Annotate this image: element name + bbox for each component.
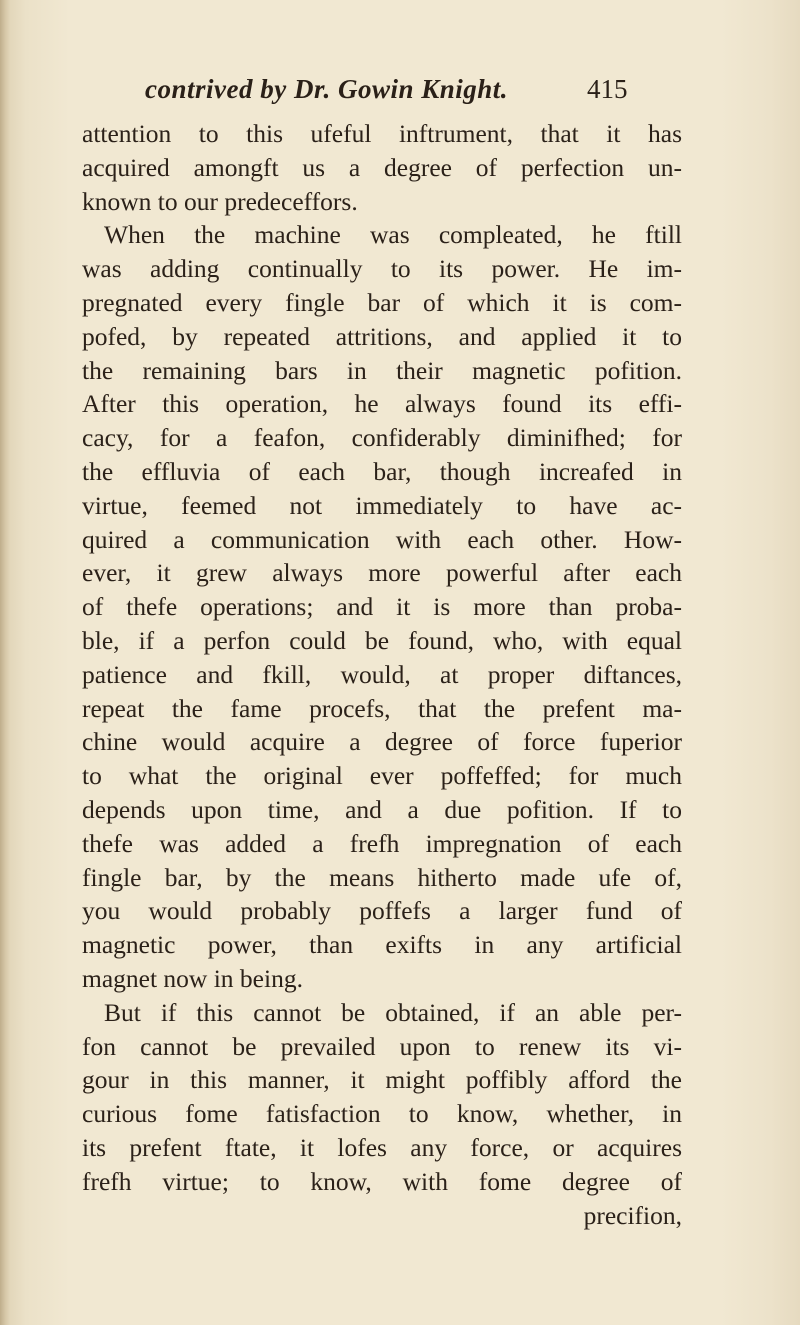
text-line: curious fome fatisfaction to know, whether, in bbox=[82, 1099, 682, 1129]
text-line: repeat the fame procefs, that the prefent ma- bbox=[82, 693, 682, 723]
page-edge-shadow bbox=[0, 0, 10, 1325]
text-line: depends upon time, and a due pofition. If to bbox=[82, 794, 682, 824]
text-line: magnetic power, than exifts in any artificial bbox=[82, 930, 682, 960]
text-line: known to our predeceffors. bbox=[82, 186, 358, 216]
text-line: ever, it grew always more powerful after each bbox=[82, 558, 682, 588]
text-line: ble, if a perfon could be found, who, with equal bbox=[82, 625, 682, 655]
text-line: its prefent ftate, it lofes any force, or acquires bbox=[82, 1132, 682, 1162]
page-number: 415 bbox=[587, 74, 628, 104]
text-line: the remaining bars in their magnetic pofition. bbox=[82, 355, 682, 385]
text-line: frefh virtue; to know, with fome degree of bbox=[82, 1166, 682, 1196]
text-line: gour in this manner, it might poffibly afford the bbox=[82, 1065, 682, 1095]
text-line: magnet now in being. bbox=[82, 963, 303, 993]
body-text bbox=[82, 117, 682, 1232]
text-line: precifion, bbox=[583, 1200, 682, 1230]
running-head: contrived by Dr. Gowin Knight. bbox=[145, 74, 509, 104]
text-line: thefe was added a frefh impregnation of each bbox=[82, 828, 682, 858]
text-line: When the machine was compleated, he ftill bbox=[104, 220, 682, 250]
text-line: fon cannot be prevailed upon to renew its vi- bbox=[82, 1031, 682, 1061]
text-line: the effluvia of each bar, though increafed in bbox=[82, 456, 682, 486]
text-line: quired a communication with each other. How- bbox=[82, 524, 682, 554]
text-line: chine would acquire a degree of force fuperior bbox=[82, 727, 682, 757]
text-line: pofed, by repeated attritions, and applied it to bbox=[82, 321, 682, 351]
text-line: to what the original ever poffeffed; for much bbox=[82, 761, 682, 791]
text-line: But if this cannot be obtained, if an able per- bbox=[104, 997, 682, 1027]
text-line: attention to this ufeful inftrument, that it has bbox=[82, 119, 682, 148]
text-line: pregnated every fingle bar of which it is com- bbox=[82, 287, 682, 317]
text-line: patience and fkill, would, at proper diftances, bbox=[82, 659, 682, 689]
text-line: After this operation, he always found its effi- bbox=[82, 389, 682, 419]
text-line: you would probably poffefs a larger fund of bbox=[82, 896, 682, 926]
text-line: virtue, feemed not immediately to have ac- bbox=[82, 490, 682, 520]
text-line: was adding continually to its power. He im- bbox=[82, 254, 682, 284]
text-line: cacy, for a feafon, confiderably diminifhed; for bbox=[82, 423, 682, 453]
text-line: of thefe operations; and it is more than proba- bbox=[82, 592, 682, 622]
text-line: acquired amongft us a degree of perfection un- bbox=[82, 152, 682, 182]
page-header bbox=[0, 70, 800, 120]
text-line: fingle bar, by the means hitherto made ufe of, bbox=[82, 862, 682, 892]
